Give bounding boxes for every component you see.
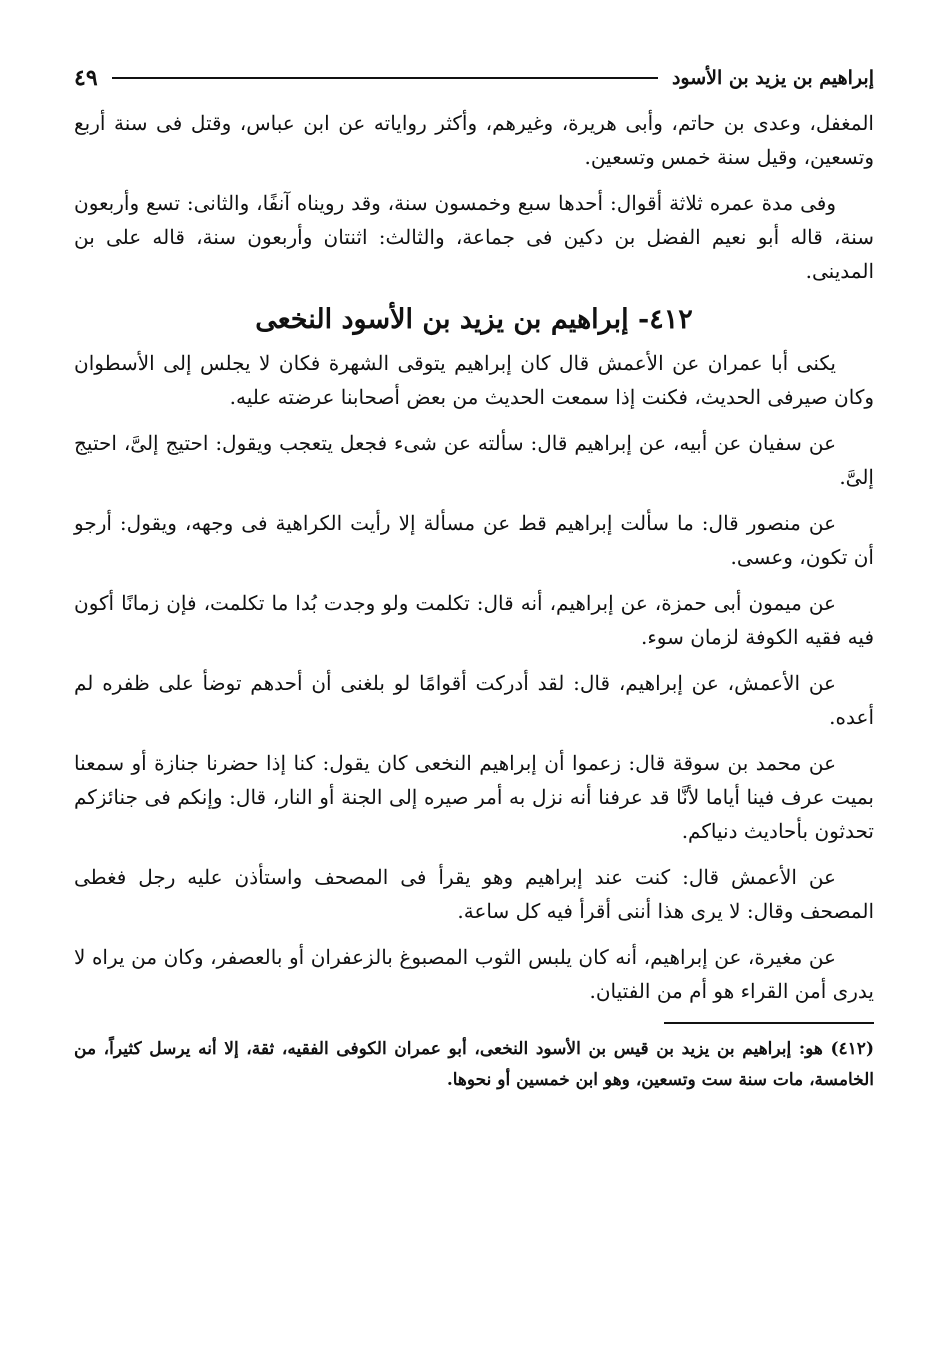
body-text (74, 106, 874, 1008)
paragraph: عن ميمون أبى حمزة، عن إبراهيم، أنه قال: تكلمت ولو وجدت بُدا ما تكلمت، فإن زمانًا أكون فيه فقيه الكوفة لزمان سوء. (74, 591, 874, 649)
paragraph: عن الأعمش، عن إبراهيم، قال: لقد أدركت أقوامًا لو بلغنى أن أحدهم توضأ على ظفره لم أعده. (74, 671, 874, 729)
book-page (74, 58, 874, 1096)
header-rule (112, 77, 658, 79)
paragraph: المغفل، وعدى بن حاتم، وأبى هريرة، وغيرهم، وأكثر رواياته عن ابن عباس، وقتل فى سنة أربع وتسعين، وقيل سنة خمس وتسعين. (74, 111, 874, 169)
paragraph: عن محمد بن سوقة قال: زعموا أن إبراهيم النخعى كان يقول: كنا إذا حضرنا جنازة أو سمعنا بميت عرف فينا أياما لأنَّا قد عرفنا أنه نزل به أمر صيره إلى الجنة أو النار، قال: وإنكم فى جنائزكم تحدثون بأحاديث دنياكم. (74, 751, 874, 843)
page-number: ٤٩ (74, 65, 98, 91)
footnote-rule (664, 1022, 874, 1024)
running-header (74, 58, 874, 98)
paragraph: عن الأعمش قال: كنت عند إبراهيم وهو يقرأ فى المصحف واستأذن عليه رجل فغطى المصحف وقال: لا يرى هذا أننى أقرأ فيه كل ساعة. (74, 865, 874, 923)
section-heading: ٤١٢- إبراهيم بن يزيد بن الأسود النخعى (255, 304, 693, 335)
footnote-text: (٤١٢) هو: إبراهيم بن يزيد بن قيس بن الأسود النخعى، أبو عمران الكوفى الفقيه، ثقة، إلا أنه يرسل كثيراً، من الخامسة، مات سنة ست وتسعين، وهو ابن خمسين أو نحوها. (74, 1039, 874, 1090)
running-title: إبراهيم بن يزيد بن الأسود (671, 67, 874, 89)
paragraph: عن منصور قال: ما سألت إبراهيم قط عن مسألة إلا رأيت الكراهية فى وجهه، ويقول: أرجو أن تكون، وعسى. (74, 511, 874, 569)
paragraph: عن مغيرة، عن إبراهيم، أنه كان يلبس الثوب المصبوغ بالزعفران أو بالعصفر، وكان من يراه لا يدرى أمن القراء هو أم من الفتيان. (74, 945, 874, 1003)
paragraph: وفى مدة عمره ثلاثة أقوال: أحدها سبع وخمسون سنة، وقد رويناه آنفًا، والثانى: تسع وأربعون سنة، قاله أبو نعيم الفضل بن دكين فى جماعة، والثالث: اثنتان وأربعون سنة، قاله على بن المدينى. (74, 191, 874, 283)
footnote (74, 1034, 874, 1096)
paragraph: يكنى أبا عمران عن الأعمش قال كان إبراهيم يتوقى الشهرة فكان لا يجلس إلى الأسطوان وكان صيرفى الحديث، فكنت إذا سمعت الحديث من بعض أصحابنا عرضته عليه. (74, 351, 874, 409)
paragraph: عن سفيان عن أبيه، عن إبراهيم قال: سألته عن شىء فجعل يتعجب ويقول: احتيج إلىَّ، احتيج إلىَّ. (74, 431, 874, 489)
